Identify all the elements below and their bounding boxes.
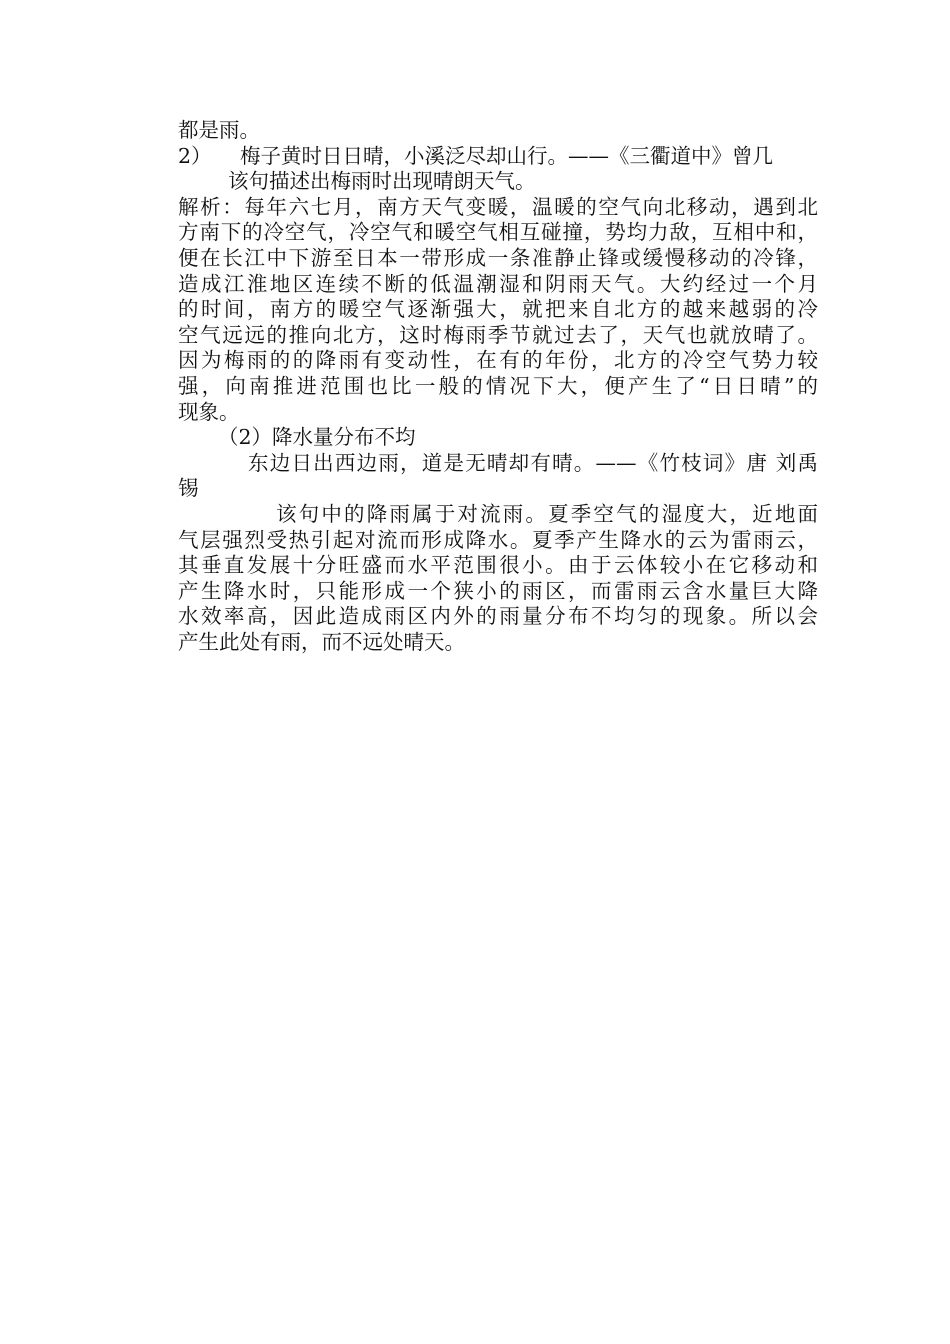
text-line: 其垂直发展十分旺盛而水平范围很小。由于云体较小在它移动和 [178, 553, 818, 578]
text-line: 空气远远的推向北方，这时梅雨季节就过去了，天气也就放晴了。 [178, 322, 818, 347]
text-line: 产生此处有雨，而不远处晴天。 [178, 629, 465, 654]
text-line: 产生降水时，只能形成一个狭小的雨区，而雷雨云含水量巨大降 [178, 578, 818, 603]
item-number: 2） [178, 143, 212, 168]
text-line: 都是雨。 [178, 118, 260, 142]
text-line: 该句描述出梅雨时出现晴朗天气。 [228, 169, 536, 194]
text-line: 解析：每年六七月，南方天气变暖，温暖的空气向北移动，遇到北 [178, 194, 818, 219]
poem-quote: 梅子黄时日日晴，小溪泛尽却山行。——《三衢道中》曾几 [240, 143, 773, 168]
numbered-line [178, 144, 818, 170]
text-line: 方南下的冷空气，冷空气和暖空气相互碰撞，势均力敌，互相中和， [178, 220, 818, 245]
text-line: 锡 [178, 476, 199, 501]
text-line: 便在长江中下游至日本一带形成一条准静止锋或缓慢移动的冷锋， [178, 245, 818, 270]
poem-quote: 东边日出西边雨，道是无晴却有晴。——《竹枝词》唐 刘禹 [248, 450, 818, 475]
text-line: 强，向南推进范围也比一般的情况下大，便产生了“日日晴”的 [178, 373, 818, 398]
text-line: 该句中的降雨属于对流雨。夏季空气的湿度大，近地面 [276, 501, 818, 526]
text-line: 水效率高，因此造成雨区内外的雨量分布不均匀的现象。所以会 [178, 604, 818, 629]
text-line: 现象。 [178, 399, 240, 424]
text-line: 的时间，南方的暖空气逐渐强大，就把来自北方的越来越弱的冷 [178, 297, 818, 322]
text-line: 因为梅雨的的降雨有变动性，在有的年份，北方的冷空气势力较 [178, 348, 818, 373]
text-line: 气层强烈受热引起对流而形成降水。夏季产生降水的云为雷雨云， [178, 527, 818, 552]
document-body [178, 118, 818, 655]
section-heading: （2）降水量分布不均 [218, 425, 416, 450]
text-line: 造成江淮地区连续不断的低温潮湿和阴雨天气。大约经过一个月 [178, 271, 818, 296]
